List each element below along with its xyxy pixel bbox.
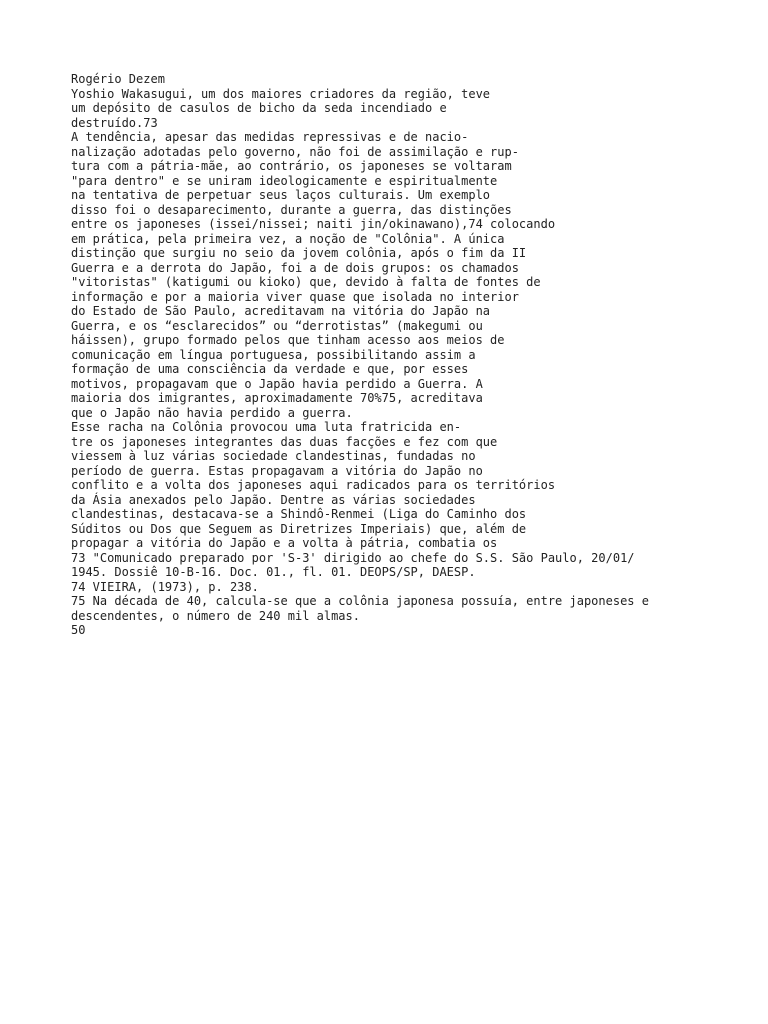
text-line: tre os japoneses integrantes das duas facções e fez com que	[71, 434, 498, 449]
footnote-line: 74 VIEIRA, (1973), p. 238.	[71, 579, 259, 594]
text-line: Esse racha na Colônia provocou uma luta fratricida en-	[71, 420, 462, 434]
text-line: distinção que surgiu no seio da jovem colônia, após o fim da II	[71, 246, 527, 260]
text-line: propagar a vitória do Japão e a volta à pátria, combatia os	[71, 536, 498, 550]
text-line: um depósito de casulos de bicho da seda incendiado e	[71, 101, 447, 115]
text-line: conflito e a volta dos japoneses aqui radicados para os territórios	[71, 478, 556, 492]
text-line: que o Japão não havia perdido a guerra.	[71, 405, 353, 420]
text-line: da Ásia anexados pelo Japão. Dentre as várias sociedades	[71, 492, 476, 507]
text-line: comunicação em língua portuguesa, possibilitando assim a	[71, 347, 476, 362]
footnote-line: descendentes, o número de 240 mil almas.	[71, 608, 360, 623]
text-line: nalização adotadas pelo governo, não foi de assimilação e rup-	[71, 144, 519, 159]
text-line: viessem à luz várias sociedade clandestinas, fundadas no	[71, 449, 476, 463]
text-line: do Estado de São Paulo, acreditavam na vitória do Japão na	[71, 304, 491, 318]
text-line: "vitoristas" (katigumi ou kioko) que, devido à falta de fontes de	[71, 275, 541, 289]
text-line: na tentativa de perpetuar seus laços culturais. Um exemplo	[71, 188, 491, 202]
text-line: destruído.73	[71, 115, 158, 130]
text-line: maioria dos imigrantes, aproximadamente 70%75, acreditava	[71, 391, 483, 405]
text-line: A tendência, apesar das medidas repressivas e de nacio-	[71, 130, 469, 144]
text-line: Yoshio Wakasugui, um dos maiores criadores da região, teve	[71, 86, 491, 101]
text-line: clandestinas, destacava-se a Shindô-Renmei (Liga do Caminho dos	[71, 507, 527, 521]
text-line: Guerra e a derrota do Japão, foi a de dois grupos: os chamados	[71, 260, 519, 275]
text-line: disso foi o desaparecimento, durante a guerra, das distinções	[71, 202, 512, 217]
text-line: Súditos ou Dos que Seguem as Diretrizes Imperiais) que, além de	[71, 521, 527, 536]
text-line: tura com a pátria-mãe, ao contrário, os japoneses se voltaram	[71, 159, 512, 173]
footnote-line: 75 Na década de 40, calcula-se que a colônia japonesa possuía, entre japoneses e	[71, 594, 649, 608]
footnote-line: 1945. Dossiê 10-B-16. Doc. 01., fl. 01. DEOPS/SP, DAESP.	[71, 565, 476, 579]
author-name: Rogério Dezem	[71, 72, 165, 86]
text-line: período de guerra. Estas propagavam a vitória do Japão no	[71, 463, 483, 478]
text-line: motivos, propagavam que o Japão havia perdido a Guerra. A	[71, 376, 483, 391]
text-line: háissen), grupo formado pelos que tinham acesso aos meios de	[71, 333, 505, 347]
text-line: informação e por a maioria viver quase que isolada no interior	[71, 289, 519, 304]
page-number: 50	[71, 623, 86, 637]
footnote-line: 73 "Comunicado preparado por 'S-3' dirigido ao chefe do S.S. São Paulo, 20/01/	[71, 550, 635, 565]
text-line: em prática, pela primeira vez, a noção de "Colônia". A única	[71, 231, 505, 246]
text-line: "para dentro" e se uniram ideologicamente e espiritualmente	[71, 173, 498, 188]
text-line: formação de uma consciência da verdade e que, por esses	[71, 362, 469, 376]
text-line: Guerra, e os “esclarecidos” ou “derrotistas” (makegumi ou	[71, 318, 483, 333]
text-line: entre os japoneses (issei/nissei; naiti jin/okinawano),74 colocando	[71, 217, 556, 231]
document-page	[71, 72, 761, 638]
